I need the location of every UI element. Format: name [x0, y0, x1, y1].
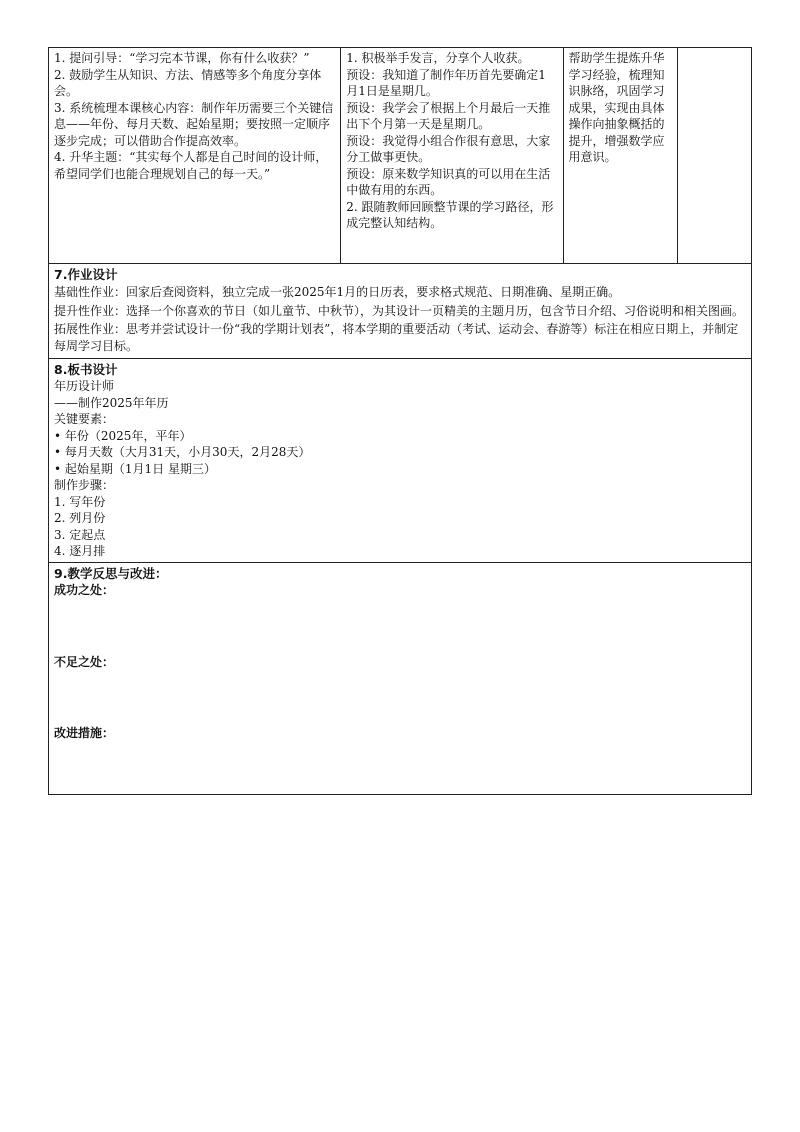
board-line: 关键要素：: [54, 412, 115, 426]
board-bullet: • 年份（2025年，平年）: [54, 428, 746, 445]
improvement-label: 改进措施：: [54, 725, 115, 740]
success-label: 成功之处：: [54, 582, 115, 597]
board-step: 4. 逐月排: [54, 544, 106, 558]
student-preset-3: 预设：我觉得小组合作很有意思，大家分工做事更快。: [346, 133, 551, 164]
board-bullet: • 每月天数（大月31天，小月30天，2月28天）: [54, 444, 746, 461]
board-line: ——制作2025年年历: [54, 395, 169, 410]
teacher-step-1: 1. 提问引导：“学习完本节课，你有什么收获？”: [54, 51, 310, 65]
student-preset-2: 预设：我学会了根据上个月最后一天推出下个月第一天是星期几。: [346, 100, 551, 131]
teacher-step-4: 4. 升华主题：“其实每个人都是自己时间的设计师，希望同学们也能合理规划自己的每一天。”: [54, 150, 328, 181]
homework-extension: 拓展性作业：思考并尝试设计一份“我的学期计划表”，将本学期的重要活动（考试、运动会、春游等）标注在相应日期上，并制定每周学习目标。: [54, 322, 739, 353]
reflection-title: 9.教学反思与改进：: [54, 565, 168, 581]
reflection-section: [49, 562, 752, 794]
student-step-2: 2. 跟随教师回顾整节课的学习路径，形成完整认知结构。: [346, 199, 554, 230]
board-line: 年历设计师: [54, 379, 115, 393]
board-step: 3. 定起点: [54, 527, 106, 542]
board-title: 8.板书设计: [54, 362, 118, 377]
board-line: 制作步骤：: [54, 478, 115, 492]
student-step-1: 1. 积极举手发言，分享个人收获。: [346, 51, 530, 65]
board-bullet: • 起始星期（1月1日 星期三）: [54, 461, 746, 478]
design-intent-cell: [563, 48, 677, 264]
homework-basic: 基础性作业：回家后查阅资料，独立完成一张2025年1月的日历表，要求格式规范、日期准确、星期正确。: [54, 285, 621, 299]
homework-row: [49, 264, 752, 359]
student-preset-4: 预设：原来数学知识真的可以用在生活中做有用的东西。: [346, 166, 551, 197]
lesson-plan-table: [48, 47, 752, 795]
reflection-row: [49, 562, 752, 794]
teacher-step-3: 3. 系统梳理本课核心内容：制作年历需要三个关键信息——年份、每月天数、起始星期；要按照一定顺序逐步完成；可以借助合作提高效率。: [54, 100, 334, 148]
teacher-step-2: 2. 鼓励学生从知识、方法、情感等多个角度分享体会。: [54, 67, 322, 98]
student-activity-cell: [341, 48, 563, 264]
board-step: 2. 列月份: [54, 511, 106, 525]
homework-advanced: 提升性作业：选择一个你喜欢的节日（如儿童节、中秋节），为其设计一页精美的主题月历，包含节日介绍、习俗说明和相关图画。: [54, 303, 745, 318]
board-section: [49, 359, 752, 563]
summary-row: [49, 48, 752, 264]
homework-title: 7.作业设计: [54, 267, 118, 282]
board-row: [49, 359, 752, 563]
shortcoming-label: 不足之处：: [54, 655, 115, 669]
homework-section: [49, 264, 752, 359]
student-preset-1: 预设：我知道了制作年历首先要确定1月1日是星期几。: [346, 67, 546, 98]
board-step: 1. 写年份: [54, 494, 106, 509]
empty-cell: [677, 48, 751, 264]
design-intent-text: 帮助学生提炼升华学习经验，梳理知识脉络，巩固学习成果，实现由具体操作向抽象概括的提升，增强数学应用意识。: [568, 51, 665, 164]
teacher-activity-cell: [49, 48, 341, 264]
